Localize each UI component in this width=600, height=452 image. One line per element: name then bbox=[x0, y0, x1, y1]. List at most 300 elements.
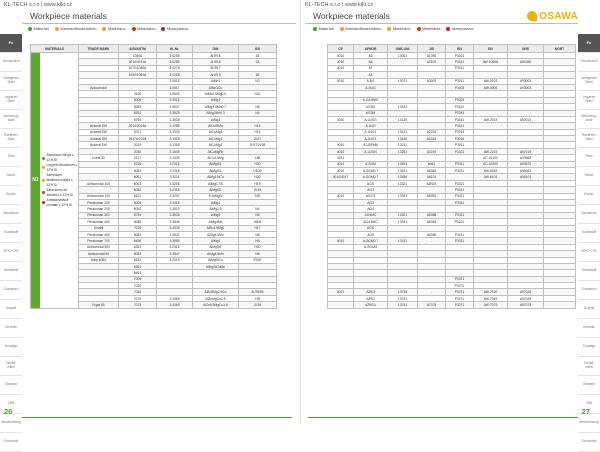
table-cell: AlMn1 bbox=[193, 78, 239, 84]
table-cell: 1050/1060A bbox=[119, 72, 157, 78]
table-cell: 3.3547 bbox=[157, 231, 193, 237]
language-dot-icon bbox=[42, 157, 45, 160]
table-cell: A5 bbox=[354, 72, 388, 78]
table-cell: A-SGM0.7 bbox=[354, 174, 388, 180]
column-header: NORT bbox=[544, 45, 576, 53]
table-cell: 2117 bbox=[119, 155, 157, 161]
side-tab[interactable]: Aluminium bbox=[0, 205, 22, 224]
table-cell: A6N01 bbox=[418, 180, 446, 186]
side-tab[interactable]: Kupfer bbox=[578, 186, 600, 205]
side-tab[interactable]: Schleif-mittel bbox=[0, 357, 22, 376]
table-cell: AlMg4Mn bbox=[193, 219, 239, 225]
page-number: 27 bbox=[581, 407, 590, 416]
table-cell: AlMg1 bbox=[193, 97, 239, 103]
table-cell: N31 bbox=[239, 91, 277, 97]
table-cell: AlMg1 bbox=[193, 199, 239, 205]
table-cell: A1100 bbox=[418, 59, 446, 65]
page-footer-bar bbox=[22, 417, 292, 418]
side-tab[interactable]: Titan bbox=[578, 148, 600, 167]
table-cell: L3211 bbox=[388, 142, 418, 148]
table-cell: AW-6101 bbox=[474, 174, 508, 180]
table-cell: P3321 bbox=[446, 219, 474, 225]
table-cell: AC-42200 bbox=[474, 161, 508, 167]
table-cell: AlZn5.5MgCu1.5 bbox=[193, 302, 239, 308]
table-cell: 3.3547 bbox=[157, 104, 193, 110]
table-cell: 5754 bbox=[119, 212, 157, 218]
table-cell: 5005 bbox=[119, 97, 157, 103]
column-header: W.-Nr. bbox=[157, 45, 193, 53]
legend-dot-icon bbox=[55, 27, 59, 31]
table-cell: Al 99.7 bbox=[193, 65, 239, 71]
table-cell: AW-3003 bbox=[474, 84, 508, 90]
side-tab[interactable]: Werkzeug-stahl bbox=[0, 110, 22, 129]
table-cell: E-AlMgSi bbox=[193, 193, 239, 199]
side-tab[interactable]: CBN bbox=[0, 395, 22, 414]
table-cell: L3321 bbox=[388, 193, 418, 199]
column-header: EN bbox=[446, 45, 474, 53]
table-cell: 3.4365 bbox=[157, 295, 193, 301]
side-tab[interactable]: Geometrie bbox=[578, 433, 600, 452]
table-cell: 3.4365 bbox=[157, 302, 193, 308]
column-header: AISI/ASTM bbox=[119, 45, 157, 53]
table-cell: Peraluman 460 bbox=[79, 231, 119, 237]
table-cell: AlZnMgCu1.5 bbox=[193, 295, 239, 301]
side-tab[interactable]: Beschichtung bbox=[578, 414, 600, 433]
side-tabs bbox=[0, 34, 22, 452]
table-cell: 3.0255 bbox=[157, 53, 193, 59]
language-dot-icon bbox=[42, 201, 45, 204]
table-cell: 1070/1080A bbox=[119, 65, 157, 71]
side-tab[interactable]: Trennschleif bbox=[0, 53, 22, 72]
side-tab[interactable]: Graphit bbox=[578, 300, 600, 319]
table-cell: 1050A bbox=[119, 53, 157, 59]
table-cell: Peraluman 200 bbox=[79, 206, 119, 212]
side-tab[interactable]: Hartmetall bbox=[0, 262, 22, 281]
side-tab[interactable]: Rostfreier Stahl bbox=[0, 129, 22, 148]
table-cell: 5083 bbox=[119, 231, 157, 237]
table-cell: AG3 bbox=[354, 199, 388, 205]
table-cell: A-U4G bbox=[354, 123, 388, 129]
page-title: Workpiece materials bbox=[313, 11, 390, 21]
table-cell: 3.3206 bbox=[157, 180, 193, 186]
table-cell: N4 bbox=[239, 110, 277, 116]
table-cell: L3411 bbox=[388, 238, 418, 244]
column-header: DIN bbox=[193, 45, 239, 53]
table-cell: 4010 bbox=[328, 161, 354, 167]
column-header: TRADE MARK bbox=[79, 45, 119, 53]
table-cell: 4010 bbox=[328, 59, 354, 65]
side-tab[interactable]: Legierter Stahl bbox=[0, 91, 22, 110]
table-cell: 5754 bbox=[119, 116, 157, 122]
table-cell: A91050 bbox=[508, 59, 544, 65]
table-cell: P3311 bbox=[446, 161, 474, 167]
table-cell: AlCu2.5Mg bbox=[193, 155, 239, 161]
table-cell: A-G4.5MC bbox=[354, 97, 388, 103]
table-cell: L3323 bbox=[388, 104, 418, 110]
side-tab[interactable]: Nickel bbox=[578, 167, 600, 186]
table-cell: AZ5G bbox=[354, 295, 388, 301]
legend-item: Matériaux bbox=[387, 26, 410, 31]
table-cell: L3741 bbox=[388, 302, 418, 308]
table-cell: P3371 bbox=[446, 295, 474, 301]
table-cell: H30 bbox=[239, 244, 277, 250]
table-cell: N3 bbox=[239, 78, 277, 84]
table-cell: 91E bbox=[239, 193, 277, 199]
table-cell: HE9 bbox=[239, 180, 277, 186]
table-cell: P3011 bbox=[446, 231, 474, 237]
table-cell: Alloy 6082 bbox=[79, 257, 119, 263]
table-cell: AlMgSi1 bbox=[193, 244, 239, 250]
side-tab[interactable]: Gusseisen bbox=[0, 281, 22, 300]
side-tab[interactable]: Fc bbox=[0, 34, 22, 53]
side-tab[interactable]: Titan bbox=[0, 148, 22, 167]
side-tab[interactable]: Unlegierter Stahl bbox=[578, 72, 600, 91]
table-cell: P3311 bbox=[446, 199, 474, 205]
table-cell: 3.3535 bbox=[157, 116, 193, 122]
table-cell: AlMgSi1 bbox=[193, 168, 239, 174]
table-cell: Dural 30 bbox=[79, 155, 119, 161]
table-cell: Avional SW bbox=[79, 142, 119, 148]
table-cell: 1B bbox=[239, 72, 277, 78]
side-tab[interactable]: Werkzeug-stahl bbox=[578, 110, 600, 129]
table-cell: 4021 bbox=[328, 289, 354, 295]
legend-dot-icon bbox=[387, 27, 391, 31]
table-cell: 2L93 bbox=[239, 187, 277, 193]
table-cell: Anticorodal 100 bbox=[79, 180, 119, 186]
table-cell: AG4.5MC bbox=[354, 219, 388, 225]
table-cell bbox=[544, 302, 576, 308]
table-cell: Unidal bbox=[79, 225, 119, 231]
side-tab[interactable]: Diamant bbox=[578, 376, 600, 395]
page-header bbox=[305, 10, 578, 24]
table-cell: N5 bbox=[239, 238, 277, 244]
table-cell: A5056 bbox=[418, 231, 446, 237]
table-cell: AlMg0.7Si bbox=[193, 180, 239, 186]
table-cell: L3321 bbox=[388, 212, 418, 218]
table-cell: P3321 bbox=[446, 180, 474, 186]
site-url: KL-TECH s.r.o | www.klki.cz bbox=[4, 2, 73, 8]
side-tab[interactable]: Rostfreier Stahl bbox=[578, 129, 600, 148]
table-cell: AW-6063 bbox=[474, 168, 508, 174]
table-cell: AW-1050A bbox=[474, 59, 508, 65]
table-cell: P3003 bbox=[446, 84, 474, 90]
table-cell: 3.2315 bbox=[157, 161, 193, 167]
table-cell: A03570 bbox=[508, 161, 544, 167]
legend bbox=[313, 26, 473, 31]
legend-dot-icon bbox=[102, 27, 106, 31]
table-cell: L3141 bbox=[388, 129, 418, 135]
table-cell: L3321 bbox=[388, 219, 418, 225]
table-cell: P3016 bbox=[446, 136, 474, 142]
table-cell: 6082 bbox=[119, 168, 157, 174]
language-dot-icon bbox=[42, 191, 45, 194]
table-cell: 2219 bbox=[119, 161, 157, 167]
legend-item: Materiali bbox=[28, 26, 49, 31]
side-tab[interactable]: GFK / CFK bbox=[0, 243, 22, 262]
table-cell: 3.3547 bbox=[157, 251, 193, 257]
table-cell: 4010/4017 bbox=[328, 174, 354, 180]
table-cell: P3011 bbox=[446, 168, 474, 174]
table-cell: AlCuSiMn bbox=[193, 123, 239, 129]
side-tab[interactable]: Nickel bbox=[0, 167, 22, 186]
table-cell: A-SGM0.7 bbox=[354, 238, 388, 244]
table-cell: 3.3523 bbox=[157, 206, 193, 212]
table-cell: 3.3555 bbox=[157, 238, 193, 244]
column-header: MATERIALS bbox=[31, 45, 79, 53]
legend-item: Werkstoffmaterialien bbox=[340, 26, 382, 31]
side-tab[interactable]: Kupfer bbox=[0, 186, 22, 205]
table-cell: AlZn8Mg2.5Cu bbox=[193, 289, 239, 295]
table-cell: 3.2315 bbox=[157, 257, 193, 263]
page-header bbox=[22, 10, 296, 24]
table-cell: 4010 bbox=[328, 116, 354, 122]
table-cell: 3.3525 bbox=[157, 110, 193, 116]
table-cell: P3323 bbox=[446, 97, 474, 103]
side-tab[interactable]: Unlegierter Stahl bbox=[0, 72, 22, 91]
table-cell: 7075 bbox=[119, 302, 157, 308]
table-cell: P3011 bbox=[446, 142, 474, 148]
table-cell: 2030 bbox=[119, 148, 157, 154]
table-cell: 5456 bbox=[119, 238, 157, 244]
table-cell: AG4MC bbox=[354, 212, 388, 218]
table-cell: 3.4335 bbox=[157, 225, 193, 231]
table-cell: AlMg3 bbox=[193, 116, 239, 122]
table-cell: AlMg4.5Mn bbox=[193, 231, 239, 237]
side-tab[interactable]: Fc bbox=[578, 34, 600, 53]
side-tab[interactable]: Gusseisen bbox=[578, 281, 600, 300]
table-cell: Ergal 55 bbox=[79, 302, 119, 308]
side-tab[interactable]: Legierter Stahl bbox=[578, 91, 600, 110]
osawa-logo: OSAWA bbox=[527, 10, 578, 22]
side-tabs bbox=[578, 34, 600, 452]
column-header: JIS bbox=[418, 45, 446, 53]
language-dot-icon bbox=[42, 179, 45, 182]
table-cell: A-M1G bbox=[354, 84, 388, 90]
table-cell: A5083 bbox=[418, 219, 446, 225]
legend-item: Materiales bbox=[132, 26, 156, 31]
table-cell: L3071 bbox=[388, 78, 418, 84]
table-cell: P3014 bbox=[446, 129, 474, 135]
table-cell: AlMgSiCuMn bbox=[193, 263, 239, 269]
table-cell: P3311 bbox=[446, 238, 474, 244]
table-cell: P3371 bbox=[446, 289, 474, 295]
table-cell: AlMg5 bbox=[193, 238, 239, 244]
table-cell: P3011 bbox=[446, 123, 474, 129]
logo-mark-icon bbox=[527, 11, 537, 21]
table-cell: P3011 bbox=[446, 59, 474, 65]
table-cell: 3105 bbox=[119, 91, 157, 97]
table-cell: A5 bbox=[354, 53, 388, 59]
legend-dot-icon bbox=[313, 27, 317, 31]
table-cell: H14 bbox=[239, 129, 277, 135]
side-tab[interactable]: Diamant bbox=[0, 376, 22, 395]
column-header: CE bbox=[328, 45, 354, 53]
legend-dot-icon bbox=[132, 27, 136, 31]
side-tab[interactable]: Sonstige bbox=[0, 338, 22, 357]
table-cell: P3011 bbox=[446, 187, 474, 193]
table-cell: Peraluman 100 bbox=[79, 199, 119, 205]
table-cell: AZ5GU bbox=[354, 302, 388, 308]
table-cell: 7075 bbox=[119, 295, 157, 301]
table-cell: 3.3315 bbox=[157, 199, 193, 205]
side-tab[interactable]: Kunststoff bbox=[0, 224, 22, 243]
table-cell: 7005 bbox=[119, 276, 157, 282]
table-cell: 7020 bbox=[119, 225, 157, 231]
table-cell: Peraluman 460 bbox=[79, 219, 119, 225]
table-cell: H30 bbox=[239, 161, 277, 167]
table-cell: 2L95/96 bbox=[239, 289, 277, 295]
side-tab[interactable]: Beschichtung bbox=[0, 414, 22, 433]
legend-item: Materiali bbox=[313, 26, 334, 31]
side-tab[interactable]: Schleif-mittel bbox=[578, 357, 600, 376]
table-cell: A-SGUM bbox=[354, 244, 388, 250]
table-cell: A7075 bbox=[418, 302, 446, 308]
table-cell: 4010 bbox=[328, 142, 354, 148]
table-cell: N5/6 bbox=[239, 219, 277, 225]
table-cell: 3.3207 bbox=[157, 193, 193, 199]
side-tab[interactable]: Trennschleif bbox=[578, 53, 600, 72]
table-cell: H17 bbox=[239, 225, 277, 231]
table-cell: AW-2014 bbox=[474, 116, 508, 122]
table-cell: A96063 bbox=[508, 168, 544, 174]
table-cell: Al 99.5 bbox=[193, 72, 239, 78]
language-dot-icon bbox=[42, 166, 45, 169]
table-cell: 3.0255 bbox=[157, 72, 193, 78]
table-cell: 2014/2014A bbox=[119, 123, 157, 129]
side-tab[interactable]: Sonstige bbox=[578, 338, 600, 357]
group-code: N1 bbox=[32, 177, 39, 184]
table-cell: - bbox=[418, 289, 446, 295]
table-cell: AC-42100 bbox=[474, 155, 508, 161]
table-cell: 4010 bbox=[328, 168, 354, 174]
table-cell: N8 bbox=[239, 231, 277, 237]
table-cell: A97049 bbox=[508, 295, 544, 301]
side-tab[interactable]: CBN bbox=[578, 395, 600, 414]
table-cell: AG3 bbox=[354, 187, 388, 193]
legend-dot-icon bbox=[28, 27, 32, 31]
table-cell: 3.3545 bbox=[157, 219, 193, 225]
table-cell: A5052 bbox=[418, 193, 446, 199]
table-cell: L3741 bbox=[388, 295, 418, 301]
table-cell: 6261 bbox=[119, 263, 157, 269]
table-cell: P3311 bbox=[446, 212, 474, 218]
table-cell: 4010 bbox=[328, 78, 354, 84]
table-cell: AW-3103 bbox=[474, 78, 508, 84]
side-tab[interactable]: Aluminium bbox=[578, 205, 600, 224]
side-tab[interactable]: Graphit bbox=[0, 300, 22, 319]
table-cell: 4010 bbox=[328, 53, 354, 59]
table-cell: Avional 100 bbox=[79, 123, 119, 129]
site-url: KL-TECH s.r.o | www.klki.cz bbox=[305, 2, 374, 8]
table-cell: - bbox=[418, 238, 446, 244]
table-cell: Al 99.5 bbox=[193, 53, 239, 59]
table-cell: AlMg4.5Mn0.7 bbox=[193, 104, 239, 110]
side-tab[interactable]: Kunststoff bbox=[578, 224, 600, 243]
table-cell: 6061 bbox=[119, 174, 157, 180]
table-cell: 3.0517 bbox=[157, 84, 193, 90]
table-cell: HE30 bbox=[239, 168, 277, 174]
table-cell: 1A bbox=[239, 59, 277, 65]
table-cell: 2L95 bbox=[239, 302, 277, 308]
table-cell: 3.2315 bbox=[157, 168, 193, 174]
table-cell: AlCuMgPb bbox=[193, 148, 239, 154]
table-cell: 7020 bbox=[119, 283, 157, 289]
side-tab[interactable]: Keramik bbox=[0, 319, 22, 338]
table-cell: H15 bbox=[239, 123, 277, 129]
table-cell: L3441 bbox=[388, 168, 418, 174]
table-cell: A-U4G1 bbox=[354, 129, 388, 135]
equivalents-table bbox=[327, 44, 576, 309]
table-cell: AW-7049 bbox=[474, 295, 508, 301]
table-cell: 3.1305 bbox=[157, 155, 193, 161]
table-cell: A7 bbox=[354, 65, 388, 71]
table-cell: L3735 bbox=[388, 289, 418, 295]
column-header: AFNOR bbox=[354, 45, 388, 53]
table-cell: 3.1325 bbox=[157, 129, 193, 135]
table-cell: A-U4SG bbox=[354, 116, 388, 122]
table-row bbox=[328, 302, 576, 308]
table-cell: AG2.5 bbox=[354, 193, 388, 199]
table-cell: AW-2219 bbox=[474, 148, 508, 154]
table-cell: A92014 bbox=[508, 116, 544, 122]
side-tab[interactable]: Keramik bbox=[578, 319, 600, 338]
side-tab[interactable]: Geometrie bbox=[0, 433, 22, 452]
material-group-cell bbox=[31, 53, 79, 309]
table-cell: 2017A/2024 bbox=[119, 136, 157, 142]
table-cell: L3140 bbox=[388, 136, 418, 142]
table-cell: L86 bbox=[239, 155, 277, 161]
table-cell: A2219 bbox=[418, 148, 446, 154]
table-cell: A-SGM bbox=[354, 161, 388, 167]
table-cell: 3.2315 bbox=[157, 244, 193, 250]
legend bbox=[28, 26, 188, 31]
table-cell: 4010 bbox=[328, 65, 354, 71]
table-cell: A2024 bbox=[418, 129, 446, 135]
table-cell: P3341 bbox=[446, 110, 474, 116]
table-cell: 3.0275 bbox=[157, 65, 193, 71]
table-cell: 2017 bbox=[119, 129, 157, 135]
table-cell: A92219 bbox=[508, 148, 544, 154]
table-cell: Anticorodal 140 bbox=[79, 193, 119, 199]
column-header: EN bbox=[474, 45, 508, 53]
table-cell: 4010/4011A bbox=[119, 59, 157, 65]
right-page bbox=[300, 0, 600, 444]
side-tab[interactable]: GFK / CFK bbox=[578, 243, 600, 262]
table-cell: 3.1255 bbox=[157, 123, 193, 129]
table-cell: P3011 bbox=[446, 78, 474, 84]
legend-item: Matériaux bbox=[102, 26, 125, 31]
column-header: UNE-UNI bbox=[388, 45, 418, 53]
table-cell: A6063 bbox=[418, 168, 446, 174]
table-cell: AlMn1Cu bbox=[193, 84, 239, 90]
left-page bbox=[0, 0, 300, 444]
table-cell: 3.0505 bbox=[157, 91, 193, 97]
table-cell: 3.0515 bbox=[157, 78, 193, 84]
table-cell: A-SGM0.7 bbox=[354, 168, 388, 174]
table-cell: AZ5G bbox=[354, 289, 388, 295]
table-cell: L3145 bbox=[388, 116, 418, 122]
legend-item: Materiales bbox=[417, 26, 441, 31]
table-cell: A93003 bbox=[508, 84, 544, 90]
table-cell: 5086 bbox=[119, 219, 157, 225]
page-footer-bar bbox=[308, 417, 578, 418]
table-cell: AW-7020 bbox=[474, 289, 508, 295]
table-cell: A-U2GN bbox=[354, 148, 388, 154]
table-cell: AW-7075 bbox=[474, 302, 508, 308]
table-cell: 3.1325 bbox=[157, 136, 193, 142]
side-tab[interactable]: Hartmetall bbox=[578, 262, 600, 281]
table-cell: 7049 bbox=[119, 289, 157, 295]
